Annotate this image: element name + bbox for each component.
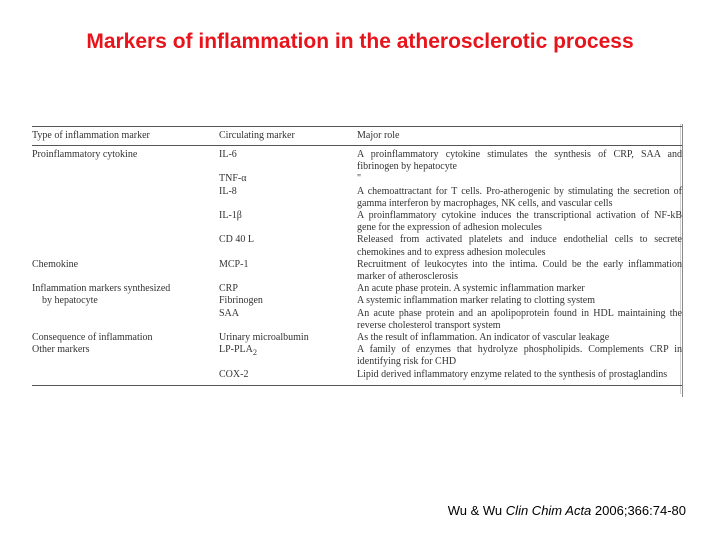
cell-role: Recruitment of leukocytes into the intima. Could be the early inflammation marker of atherosclerosis — [357, 258, 682, 283]
table-row — [32, 186, 682, 210]
cell-marker: TNF-α — [219, 173, 247, 185]
cell-type — [32, 234, 219, 258]
table-row — [32, 259, 682, 283]
cell-role: " — [357, 173, 362, 185]
cell-type — [32, 295, 219, 307]
citation-journal: Clin Chim Acta — [505, 503, 592, 518]
table-row — [32, 308, 682, 332]
cell-type: Consequence of inflammation — [32, 332, 153, 344]
cell-role: A family of enzymes that hydrolyze phospholipids. Complements CRP in identifying risk for CHD — [357, 344, 682, 368]
cell-type: Other markers — [32, 344, 90, 356]
cell-role: Released from activated platelets and induce endothelial cells to secrete chemokines and to express adhesion molecules — [357, 234, 682, 258]
cell-role: A systemic inflammation marker relating to clotting system — [357, 295, 596, 307]
table-row — [32, 283, 682, 295]
cell-role: Lipid derived inflammatory enzyme related to the synthesis of prostaglandins — [357, 369, 682, 386]
cell-role: A proinflammatory cytokine induces the transcriptional activation of NF-kB gene for the expression of adhesion molecules — [357, 210, 682, 234]
table-row — [32, 332, 682, 344]
cell-marker: CD 40 L — [219, 234, 254, 246]
cell-marker — [219, 344, 357, 368]
citation-authors: Wu & Wu — [447, 503, 503, 518]
cell-marker: IL-6 — [219, 149, 237, 160]
table-row — [32, 210, 682, 234]
cell-type: Inflammation markers synthesized — [32, 283, 171, 295]
cell-marker: IL-8 — [219, 185, 237, 197]
table-row — [32, 173, 682, 185]
cell-type-indented: by hepatocyte — [42, 295, 98, 307]
marker-subscript: 2 — [252, 348, 258, 358]
cell-role: A proinflammatory cytokine stimulates the synthesis of CRP, SAA and fibrinogen by hepatocyte — [357, 149, 682, 173]
cell-marker: Urinary microalbumin — [219, 332, 309, 344]
table-row — [32, 295, 682, 307]
header-type: Type of inflammation marker — [32, 127, 219, 146]
table-edge-line — [682, 124, 683, 397]
cell-marker: SAA — [219, 307, 240, 319]
markers-table — [32, 126, 682, 386]
cell-role: An acute phase protein and an apolipoprotein found in HDL maintaining the reverse cholesterol transport system — [357, 307, 682, 331]
table-row — [32, 344, 682, 368]
cell-role: As the result of inflammation. An indicator of vascular leakage — [357, 332, 610, 344]
cell-marker: CRP — [219, 283, 238, 295]
header-role: Major role — [357, 127, 682, 146]
markers-table-container — [32, 126, 682, 386]
citation-details: 2006;366:74-80 — [594, 503, 686, 518]
cell-type — [32, 308, 219, 332]
cell-marker: MCP-1 — [219, 258, 249, 270]
table-row — [32, 146, 682, 174]
cell-marker: COX-2 — [219, 369, 357, 386]
cell-type — [32, 369, 219, 386]
table-row — [32, 234, 682, 258]
cell-type — [32, 173, 219, 185]
table-row — [32, 369, 682, 386]
cell-role: A chemoattractant for T cells. Pro-atherogenic by stimulating the secretion of gamma interferon by macrophages, NK cells, and vascular cells — [357, 185, 682, 209]
citation — [448, 503, 686, 518]
cell-marker: IL-1β — [219, 210, 242, 222]
cell-type: Proinflammatory cytokine — [32, 149, 138, 160]
cell-role: An acute phase protein. A systemic inflammation marker — [357, 283, 585, 295]
cell-marker: Fibrinogen — [219, 295, 263, 307]
cell-type — [32, 210, 219, 234]
marker-name: LP-PLA — [219, 344, 253, 356]
cell-type: Chemokine — [32, 258, 79, 270]
header-marker: Circulating marker — [219, 127, 357, 146]
cell-type — [32, 186, 219, 210]
slide-title: Markers of inflammation in the atherosclerotic process — [86, 30, 634, 53]
table-header-row — [32, 127, 682, 146]
